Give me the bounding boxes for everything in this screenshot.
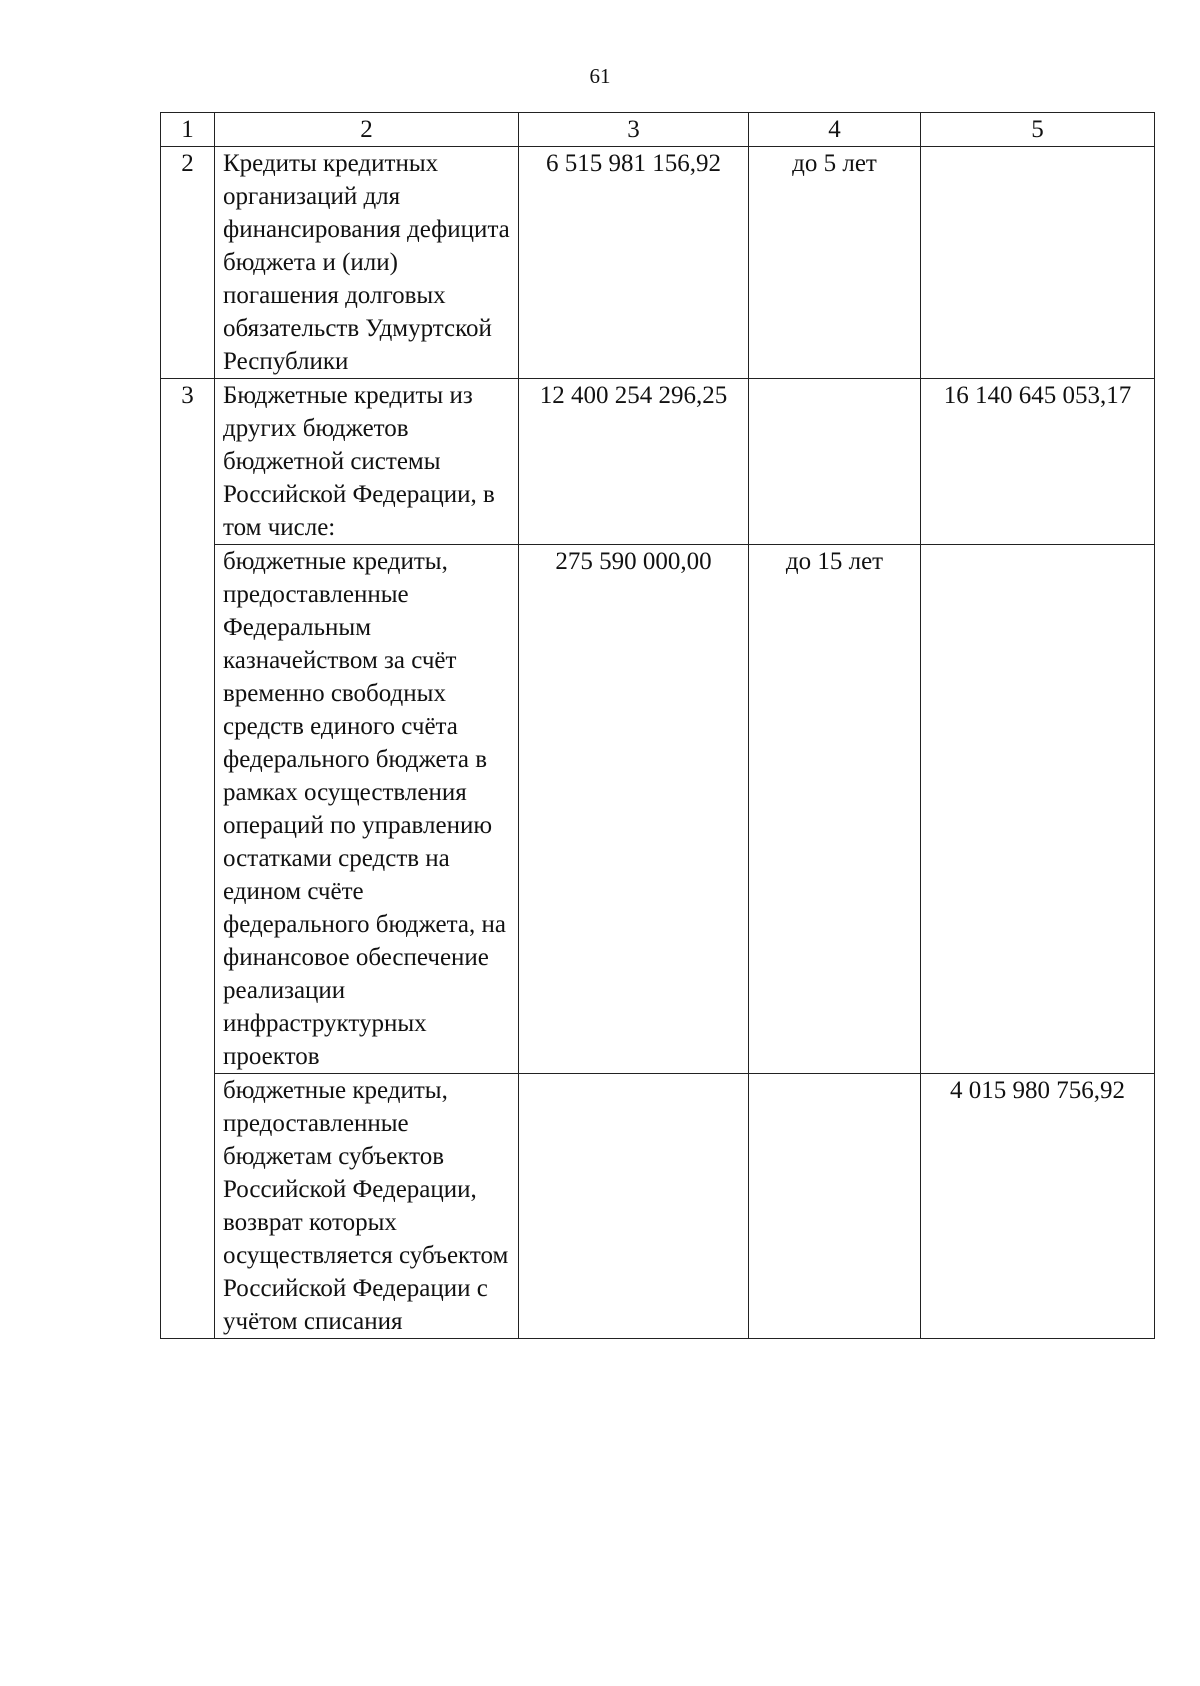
row-name: бюджетные кредиты, предоставленные бюджетам субъектов Российской Федерации, возврат которых осуществляется субъектом Российской Федерации с учётом списания <box>215 1074 519 1339</box>
row-name: бюджетные кредиты, предоставленные Федеральным казначейством за счёт временно свободных средств единого счёта федерального бюджета в рамках осуществления операций по управлению остатками средств на едином счёте федерального бюджета, на финансовое обеспечение реализации инфраструктурных проектов <box>215 545 519 1074</box>
column-header-2: 2 <box>215 113 519 147</box>
row-repayment <box>921 545 1155 1074</box>
borrowing-table <box>160 112 1155 1339</box>
row-repayment: 16 140 645 053,17 <box>921 379 1155 545</box>
table-row <box>161 1074 1155 1339</box>
table-row <box>161 147 1155 379</box>
column-header-1: 1 <box>161 113 215 147</box>
row-term: до 15 лет <box>749 545 921 1074</box>
row-amount: 12 400 254 296,25 <box>519 379 749 545</box>
table-row <box>161 379 1155 545</box>
row-amount <box>519 1074 749 1339</box>
row-term: до 5 лет <box>749 147 921 379</box>
row-amount: 275 590 000,00 <box>519 545 749 1074</box>
row-repayment <box>921 147 1155 379</box>
row-term <box>749 1074 921 1339</box>
row-repayment: 4 015 980 756,92 <box>921 1074 1155 1339</box>
page-number: 61 <box>589 64 611 88</box>
row-term <box>749 379 921 545</box>
table-row <box>161 545 1155 1074</box>
row-name: Кредиты кредитных организаций для финансирования дефицита бюджета и (или) погашения долговых обязательств Удмуртской Республики <box>215 147 519 379</box>
header-row <box>161 113 1155 147</box>
row-number: 2 <box>161 147 215 379</box>
column-header-4: 4 <box>749 113 921 147</box>
column-header-3: 3 <box>519 113 749 147</box>
row-name: Бюджетные кредиты из других бюджетов бюджетной системы Российской Федерации, в том числе: <box>215 379 519 545</box>
row-number: 3 <box>161 379 215 1339</box>
column-header-5: 5 <box>921 113 1155 147</box>
row-amount: 6 515 981 156,92 <box>519 147 749 379</box>
